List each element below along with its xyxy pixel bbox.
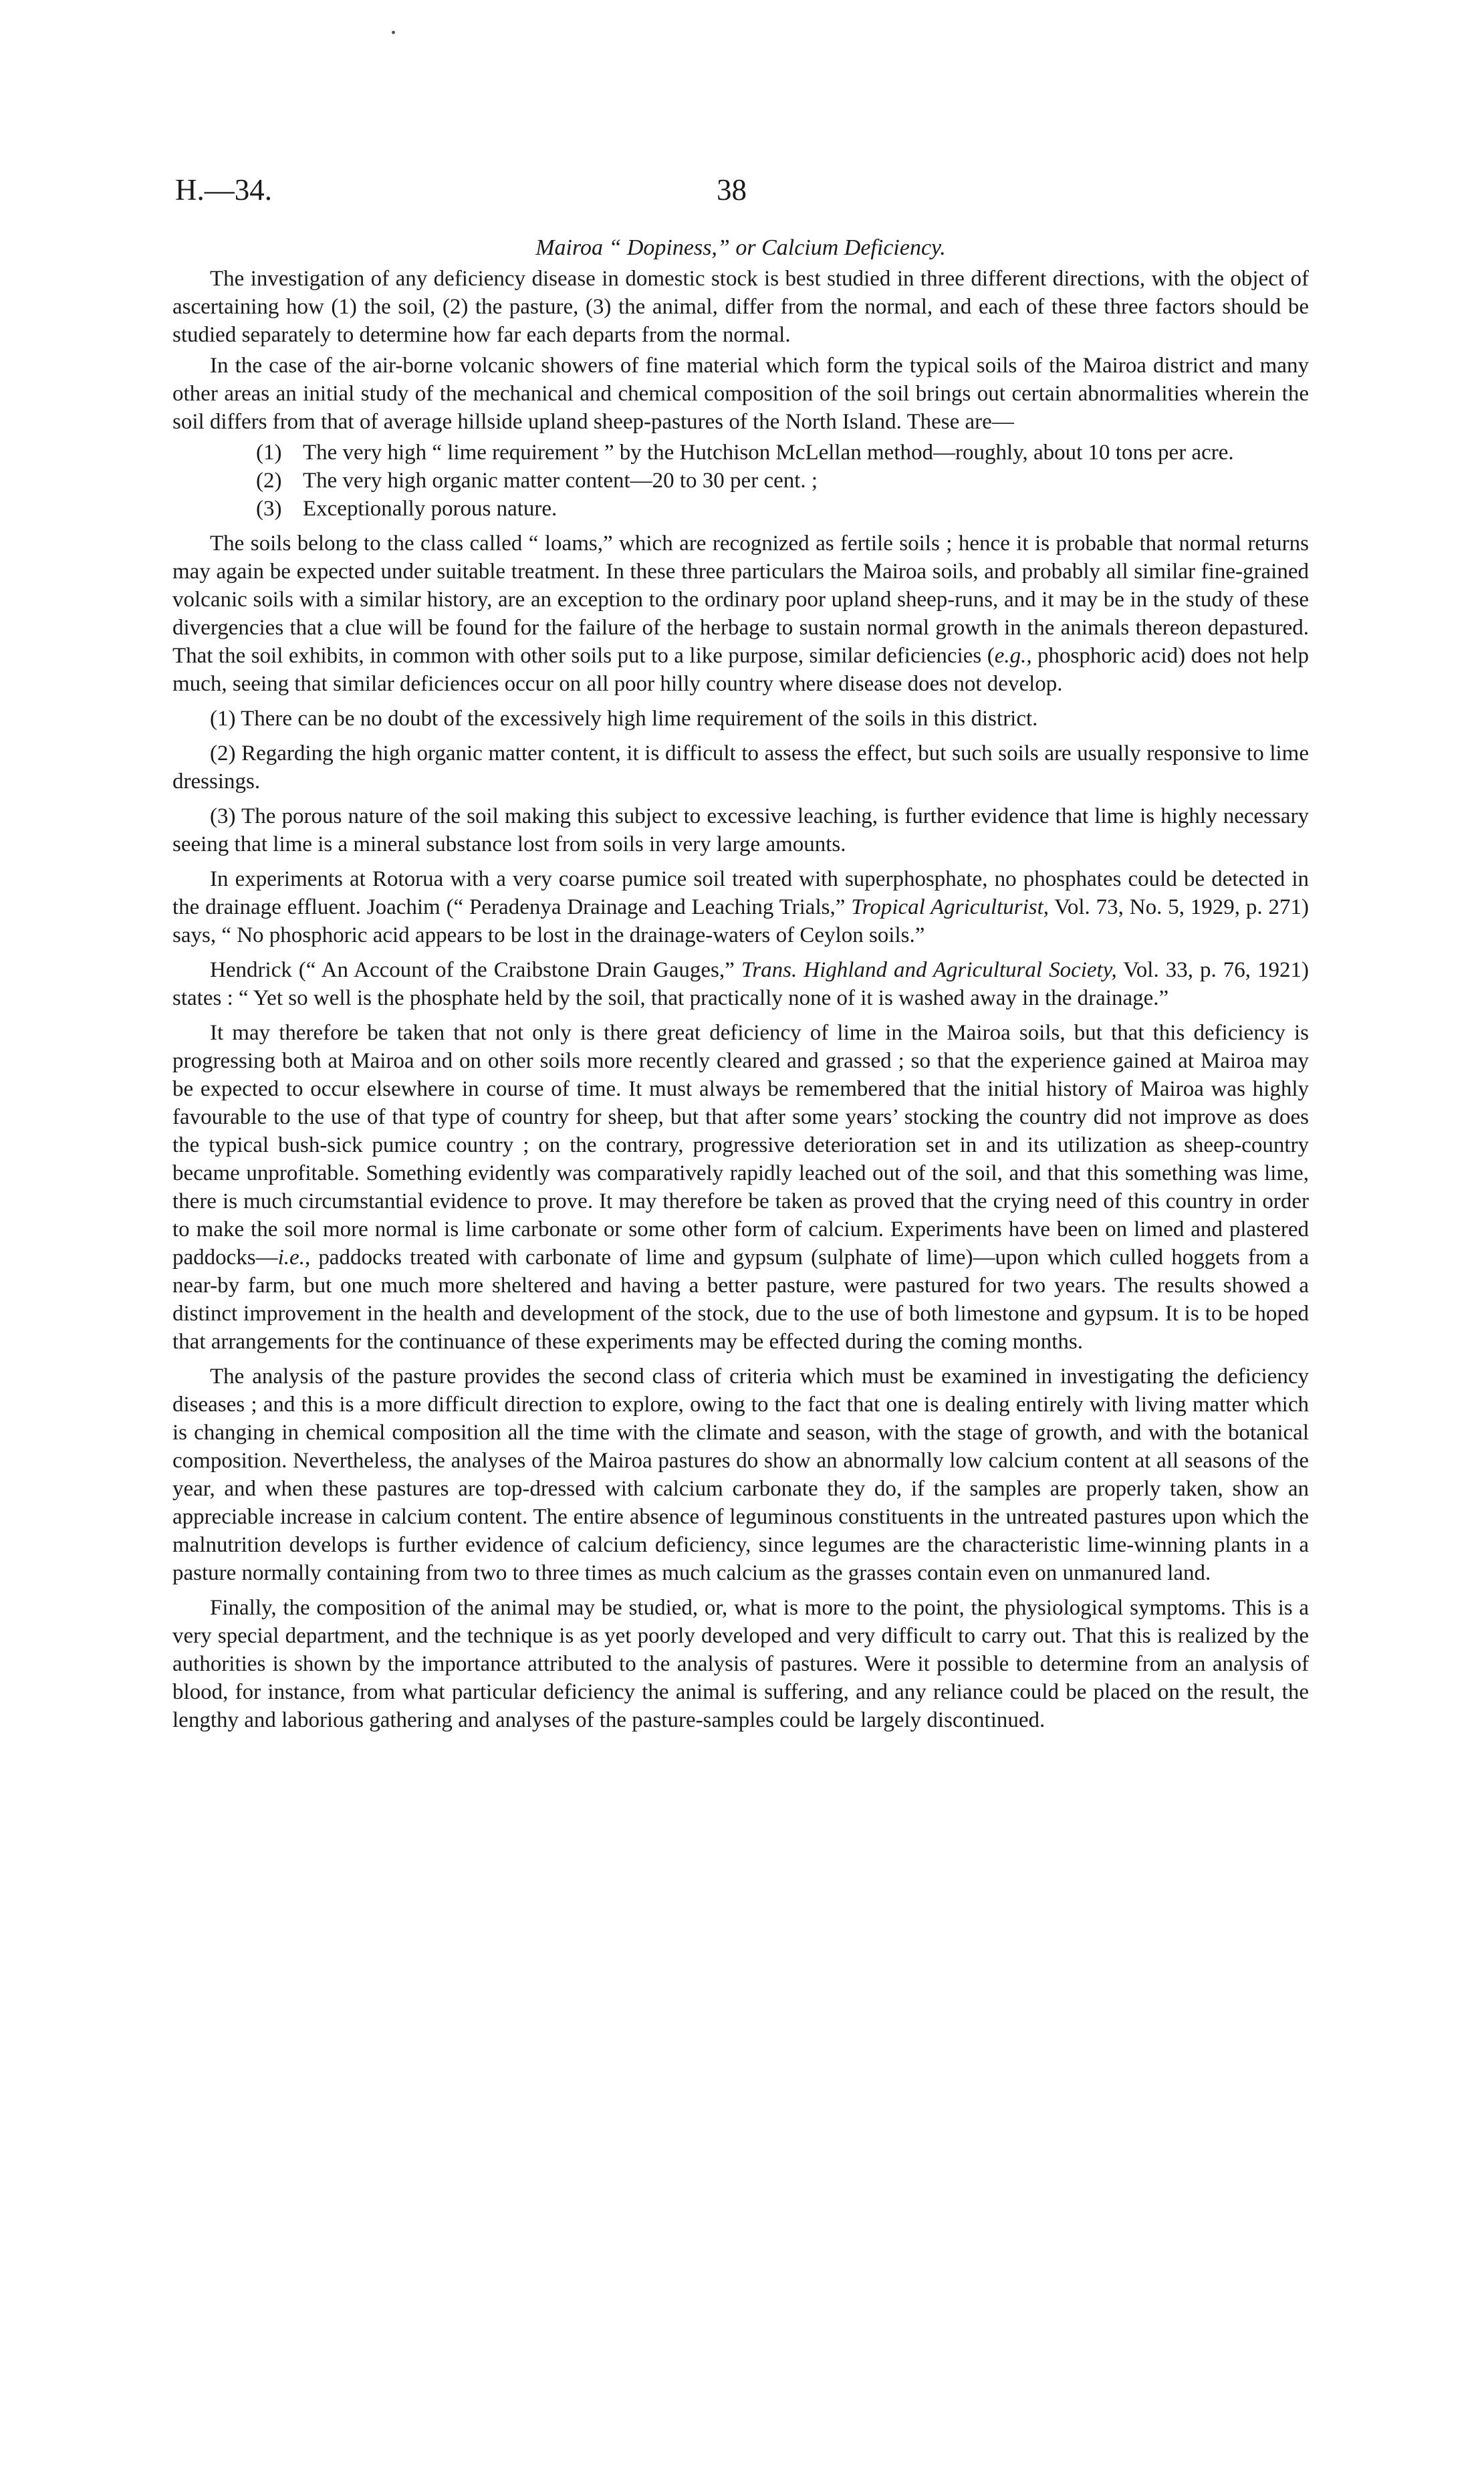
paragraph-pasture-analysis: The analysis of the pasture provides the second class of criteria which must be examined in investigating the deficiency diseases ; and this is a more difficult direction to explore, owing to the fact that one is dealing entirely with living matter which is changing in chemical composition all the time with the climate and season, with the stage of growth, and with the botanical composition. Nevertheless, the analyses of the Mairoa pastures do show an abnormally low calcium content at all seasons of the year, and when these pastures are top-dressed with calcium carbonate they do, if the samples are properly taken, show an appreciable increase in calcium content. The entire absence of leguminous constituents in the untreated pastures upon which the malnutrition develops is further evidence of calcium deficiency, since legumes are the characteristic lime-winning plants in a pasture normally containing from two to three times as much calcium as the grasses contain even on unmanured land. (172, 1365, 1309, 1585)
paragraph-intro: The investigation of any deficiency disease in domestic stock is best studied in three different directions, with the object of ascertaining how (1) the soil, (2) the pasture, (3) the animal, differ from the normal, and each of these three factors should be studied separately to determine how far each departs from the normal. (172, 267, 1309, 347)
text-run: phosphoric acid) does not help much, seeing that similar deficiences occur on all poor hilly country where disease does not develop. (172, 644, 1309, 696)
text-run: Vol. 73, No. 5, 1929, p. 271) says, “ No phosphoric acid appears to be lost in the drainage-waters of Ceylon soils.” (172, 895, 1309, 947)
paragraph-lime-requirement: (1) There can be no doubt of the excessively high lime requirement of the soils in this district. (210, 707, 1038, 731)
page-header (175, 172, 1312, 219)
text-run: paddocks treated with carbonate of lime and gypsum (sulphate of lime)—upon which culled hoggets from a near-by farm, but one much more sheltered and having a better pasture, were pastured for two years. The results showed a distinct improvement in the health and development of the stock, due to the use of both limestone and gypsum. It is to be hoped that arrangements for the continuance of these experiments may be effected during the coming months. (172, 1246, 1309, 1354)
italic-run: i.e., (277, 1246, 311, 1270)
paragraph-rotorua-experiments (172, 865, 1309, 949)
report-reference: H.—34. (175, 173, 272, 207)
list-item (172, 439, 1309, 467)
paragraph-animal-composition: Finally, the composition of the animal may be studied, or, what is more to the point, the physiological symptoms. This is a very special department, and the technique is as yet poorly developed and very difficult to carry out. That this is realized by the authorities is shown by the importance attributed to the analysis of pastures. Were it possible to determine from an analysis of blood, for instance, from what particular deficiency the animal is suffering, and any reliance could be placed on the result, the lengthy and laborious gathering and analyses of the pasture-samples could be largely discontinued. (172, 1596, 1309, 1732)
page-number: 38 (717, 173, 747, 207)
list-item (172, 495, 1309, 523)
italic-run: e.g., (994, 644, 1032, 668)
paragraph-lime-deficiency (172, 1019, 1309, 1356)
paragraph-organic-matter: (2) Regarding the high organic matter content, it is difficult to assess the effect, but such soils are usually responsive to lime dressings. (172, 741, 1309, 794)
list-marker: (2) (256, 469, 282, 493)
text-run: Vol. 33, p. 76, 1921) states : “ Yet so well is the phosphate held by the soil, that practically none of it is washed away in the drainage.” (172, 958, 1309, 1010)
document-body (172, 234, 1309, 1741)
paragraph-soil-abnormalities: In the case of the air-borne volcanic showers of fine material which form the typical soils of the Mairoa district and many other areas an initial study of the mechanical and chemical composition of the soil brings out certain abnormalities wherein the soil differs from that of average hillside upland sheep-pastures of the North Island. These are— (172, 354, 1309, 434)
list-marker: (1) (256, 441, 282, 465)
paragraph-hendrick (172, 956, 1309, 1012)
text-run: In experiments at Rotorua with a very coarse pumice soil treated with superphosphate, no phosphates could be detected in the drainage effluent. Joachim (“ Peradenya Drainage and Leaching Trials,” (172, 867, 1309, 919)
list-item-text: The very high “ lime requirement ” by the Hutchison McLellan method—roughly, about 10 tons per acre. (303, 441, 1234, 465)
text-run: It may therefore be taken that not only is there great deficiency of lime in the Mairoa soils, but that this deficiency is progressing both at Mairoa and on other soils more recently cleared and grassed ; so that the experience gained at Mairoa may be expected to occur elsewhere in course of time. It must always be remembered that the initial history of Mairoa was highly favourable to the use of that type of country for sheep, but that after some years’ stocking the country did not improve as does the typical bush-sick pumice country ; on the contrary, progressive deterioration set in and its utilization as sheep-country became unprofitable. Something evidently was comparatively rapidly leached out of the soil, and that this something was lime, there is much circumstantial evidence to prove. It may therefore be taken as proved that the crying need of this country in order to make the soil more normal is lime carbonate or some other form of calcium. Experiments have been on limed and plastered paddocks— (172, 1021, 1309, 1270)
italic-run: Trans. Highland and Agricultural Society, (741, 958, 1117, 982)
text-run: Hendrick (“ An Account of the Craibstone Drain Gauges,” (210, 958, 741, 982)
italic-run: Tropical Agriculturist, (851, 895, 1049, 919)
list-marker: (3) (256, 497, 282, 521)
scan-speck (392, 31, 395, 34)
text-run: The soils belong to the class called “ loams,” which are recognized as fertile soils ; hence it is probable that normal returns may again be expected under suitable treatment. In these three particulars the Mairoa soils, and probably all similar fine-grained volcanic soils with a similar history, are an exception to the ordinary poor upland sheep-runs, and it may be in the study of these divergencies that a clue will be found for the failure of the herbage to sustain normal growth in the animals thereon depastured. That the soil exhibits, in common with other soils put to a like purpose, similar deficiencies ( (172, 531, 1309, 668)
abnormalities-list (172, 439, 1309, 523)
list-item-text: Exceptionally porous nature. (303, 497, 558, 521)
paragraph-porous-nature: (3) The porous nature of the soil making this subject to excessive leaching, is further evidence that lime is highly necessary seeing that lime is a mineral substance lost from soils in very large amounts. (172, 804, 1309, 856)
section-title: Mairoa “ Dopiness,” or Calcium Deficiency. (535, 235, 946, 260)
list-item-text: The very high organic matter content—20 to 30 per cent. ; (303, 469, 818, 493)
paragraph-loams (172, 529, 1309, 698)
list-item (172, 467, 1309, 495)
